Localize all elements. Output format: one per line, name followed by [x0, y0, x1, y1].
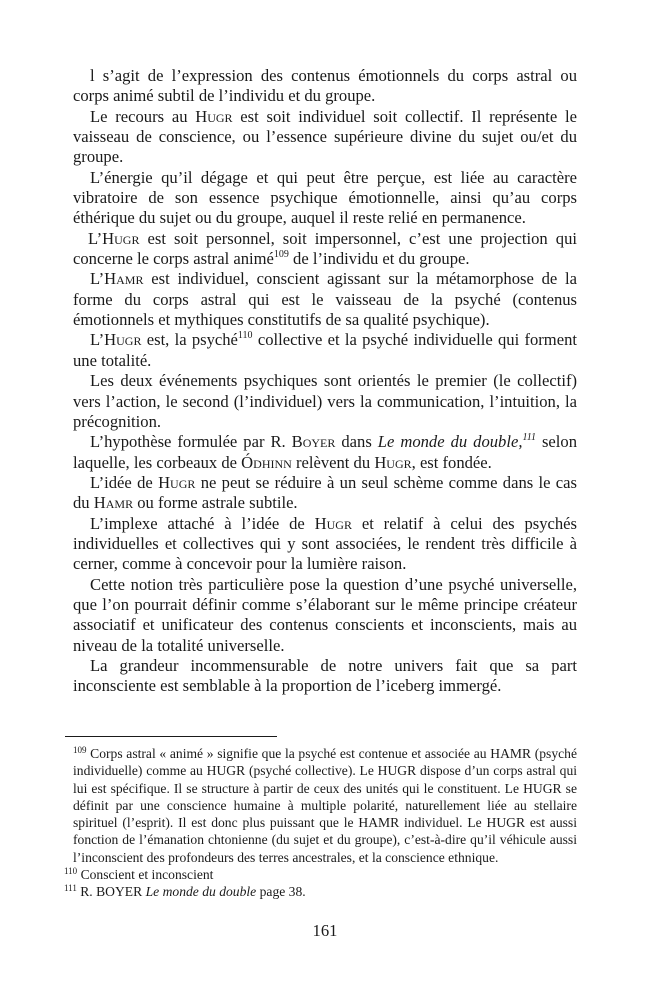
- text-segment: (psyché individuelle) comme au: [73, 746, 577, 779]
- text-segment: page 38.: [256, 884, 306, 900]
- text-segment: R.: [76, 884, 97, 900]
- author-boyer: Boyer: [291, 432, 336, 452]
- paragraph-text: La grandeur incommensurable de notre univers fait que sa part inconsciente est semblable à la proportion de l’iceberg immergé.: [73, 655, 577, 696]
- text-segment: est individuel, conscient agissant sur la métamorphose de la forme du corps astral qui est le vaisseau de la psyché (contenus émotionnels et mythiques constitutifs de sa qualité psychique).: [73, 269, 577, 330]
- term-hamr: Hamr: [93, 493, 134, 513]
- paragraph: [73, 432, 577, 473]
- text-segment: selon laquelle, les corbeaux de: [73, 432, 577, 472]
- paragraph-text: L’énergie qu’il dégage et qui peut être perçue, est liée au caractère vibratoire de son essence psychique émotionnelle, ainsi qu’au corps éthérique du sujet ou du groupe, auquel il reste relié en permanence.: [73, 167, 577, 228]
- term-hugr: Hugr: [314, 513, 352, 533]
- term-hamr: HAMR: [490, 746, 532, 761]
- text-segment: (psyché collective). Le: [245, 763, 378, 779]
- paragraph: [73, 514, 577, 575]
- footnote-ref-111[interactable]: 111: [522, 432, 536, 444]
- footnote-109: [73, 745, 577, 866]
- text-segment: ne peut se réduire à un seul schème comme dans le cas du: [73, 472, 577, 513]
- text-segment: individuel. Le: [399, 815, 487, 831]
- footnote-ref-109[interactable]: 109: [273, 249, 289, 261]
- paragraph: [73, 371, 577, 432]
- footnote-ref-110[interactable]: 110: [237, 330, 253, 342]
- footnotes: [64, 745, 578, 901]
- author-boyer: BOYER: [96, 884, 143, 900]
- text-segment: L’implexe attaché à l’idée de: [90, 513, 315, 533]
- text-segment: Conscient et inconscient: [77, 867, 214, 883]
- paragraph: [73, 656, 577, 697]
- term-hugr: HUGR: [523, 780, 562, 796]
- term-hugr: Hugr: [374, 452, 412, 472]
- term-hugr: HUGR: [486, 815, 526, 831]
- text-segment: est, la psyché: [141, 330, 238, 350]
- paragraph: [73, 107, 577, 168]
- page-number: 161: [312, 921, 338, 940]
- main-text: [73, 66, 577, 697]
- paragraph-text: l s’agit de l’expression des contenus émotionnels du corps astral ou corps animé subtil de l’individu et du groupe.: [73, 66, 577, 106]
- text-segment: ou forme astrale subtile.: [133, 493, 298, 513]
- footnote-number: 109: [73, 745, 87, 755]
- paragraph: [73, 168, 577, 229]
- term-hamr: Hamr: [104, 269, 144, 289]
- text-segment: est aussi fonction de l’émanation chtonienne (du sujet et du groupe), c’est-à-dire qu’il véhicule aussi l’inconscient des profondeurs des terres ancestrales, et la conscience ethnique.: [73, 815, 577, 865]
- paragraph-text: Les deux événements psychiques sont orientés le premier (le collectif) vers l’action, le second (l’individuel) vers la communication, l’intuition, la précognition.: [73, 371, 577, 431]
- text-segment: L’: [90, 330, 105, 350]
- text-segment: collective et la psyché individuelle qui forment une totalité.: [73, 330, 577, 370]
- text-segment: Corps astral « animé » signifie que la psyché est contenue et associée au: [86, 746, 491, 761]
- paragraph: [73, 66, 577, 107]
- text-segment: dispose d’un corps astral qui lui est spécifique. Il se structure à partir de ceux des unités qui le constituent. Le: [73, 763, 578, 796]
- page-body: [73, 66, 577, 697]
- text-segment: L’hypothèse formulée par R.: [90, 432, 292, 452]
- footnote-110: [64, 866, 577, 883]
- paragraph: [73, 229, 577, 270]
- term-odhinn: Ódhinn: [241, 452, 292, 472]
- text-segment: de l’individu et du groupe.: [288, 249, 470, 269]
- term-hugr: HUGR: [206, 763, 246, 779]
- text-segment: Le recours au: [90, 106, 196, 126]
- text-segment: , est fondée.: [411, 452, 492, 472]
- text-segment: est soit individuel soit collectif. Il représente le vaisseau de conscience, ou l’essence supérieure divine du sujet ou/et du groupe.: [73, 106, 577, 167]
- text-segment: L’idée de: [90, 472, 159, 492]
- footnote-divider: [65, 736, 277, 737]
- paragraph: [73, 575, 577, 656]
- footnote-number: 111: [64, 883, 77, 894]
- footnote-number: 110: [64, 866, 78, 877]
- paragraph-text: Cette notion très particulière pose la question d’une psyché universelle, que l’on pourrait définir comme s’élaborant sur le même principe créateur associatif et unificateur des contenus conscients et inconscients, mais au niveau de la totalité universelle.: [73, 574, 577, 655]
- text-segment: est soit personnel, soit impersonnel, c’est une projection qui concerne le corps astral animé: [73, 228, 577, 269]
- text-segment: se définit par une conscience humaine à multiple polarité, naturellement liée au stellaire spirituel (l’esprit). Il est donc plus puissant que le: [73, 780, 577, 831]
- term-hugr: Hugr: [195, 106, 233, 126]
- text-segment: L’: [88, 228, 103, 248]
- book-title: Le monde du double,: [377, 432, 523, 452]
- term-hugr: Hugr: [104, 330, 142, 350]
- book-title: Le monde du double: [142, 884, 257, 900]
- paragraph: [73, 269, 577, 330]
- paragraph: [73, 473, 577, 514]
- term-hugr: HUGR: [377, 763, 417, 779]
- text-segment: relèvent du: [291, 452, 375, 472]
- text-segment: L’: [90, 269, 105, 289]
- paragraph: [73, 330, 577, 371]
- term-hamr: HAMR: [358, 815, 400, 831]
- text-segment: et relatif à celui des psychés individuelles et collectives qui y sont associées, le rendent très difficile à cerner, comme à concevoir pour la lumière raison.: [73, 513, 577, 574]
- footnote-111: [64, 883, 577, 900]
- term-hugr: Hugr: [158, 472, 196, 492]
- text-segment: dans: [335, 432, 378, 452]
- term-hugr: Hugr: [102, 228, 140, 248]
